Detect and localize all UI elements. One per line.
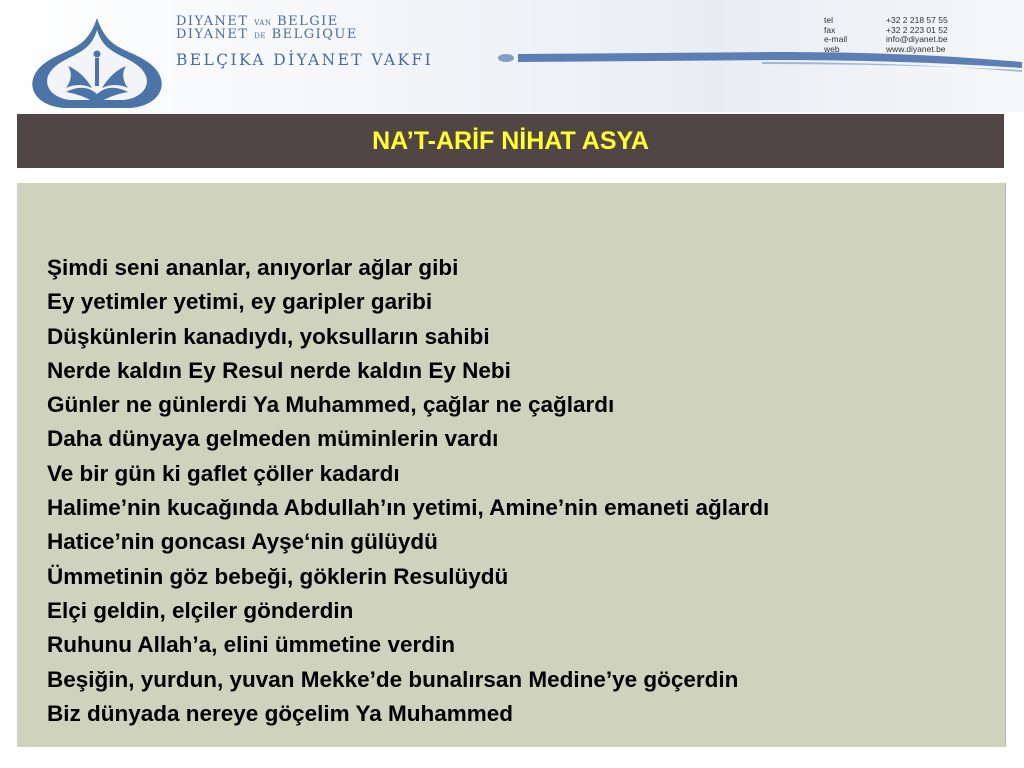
header-banner	[0, 0, 1024, 112]
title-bar	[17, 114, 1004, 168]
org-name-dutch: DIYANET VAN BELGIE	[176, 14, 339, 29]
poem-line: Nerde kaldın Ey Resul nerde kaldın Ey Nebi	[47, 357, 511, 383]
poem-line: Şimdi seni ananlar, anıyorlar ağlar gibi	[47, 255, 459, 280]
contact-row: e-mail info@diyanet.be	[824, 34, 948, 44]
foundation-name: BELÇIKA DİYANET VAKFI	[176, 51, 434, 69]
page-title: NA’T-ARİF NİHAT ASYA	[372, 126, 649, 155]
poem-line: Ruhunu Allah’a, elini ümmetine verdin	[47, 632, 455, 658]
poem-line: Beşiğin, yurdun, yuvan Mekke’de bunalırsan Medine’ye göçerdin	[47, 666, 739, 692]
poem-content-box	[17, 183, 1006, 747]
poem-line: Halime’nin kucağında Abdullah’ın yetimi, Amine’nin emaneti ağlardı	[47, 495, 770, 521]
poem-line: Günler ne günlerdi Ya Muhammed, çağlar ne çağlardı	[47, 392, 615, 418]
poem-line: Ümmetinin göz bebeği, göklerin Resulüydü	[47, 563, 509, 589]
poem-line: Hatice’nin goncası Ayşe‘nin gülüydü	[47, 529, 438, 555]
diyanet-logo-icon	[26, 14, 168, 110]
contact-row: fax +32 2 223 01 52	[824, 24, 948, 35]
poem-text	[47, 251, 769, 731]
contact-row: web www.diyanet.be	[824, 43, 946, 54]
poem-line: Ey yetimler yetimi, ey garipler garibi	[47, 289, 433, 315]
org-name-french: DIYANET DE BELGIQUE	[176, 27, 358, 42]
poem-line: Biz dünyada nereye göçelim Ya Muhammed	[47, 700, 513, 726]
poem-line: Daha dünyaya gelmeden müminlerin vardı	[47, 426, 499, 452]
poem-line: Elçi geldin, elçiler gönderdin	[47, 597, 354, 623]
contact-info	[824, 16, 948, 54]
contact-row: tel +32 2 218 57 55	[824, 15, 948, 25]
poem-line: Düşkünlerin kanadıydı, yoksulların sahibi	[47, 323, 490, 349]
poem-line: Ve bir gün ki gaflet çöller kadardı	[47, 460, 400, 486]
